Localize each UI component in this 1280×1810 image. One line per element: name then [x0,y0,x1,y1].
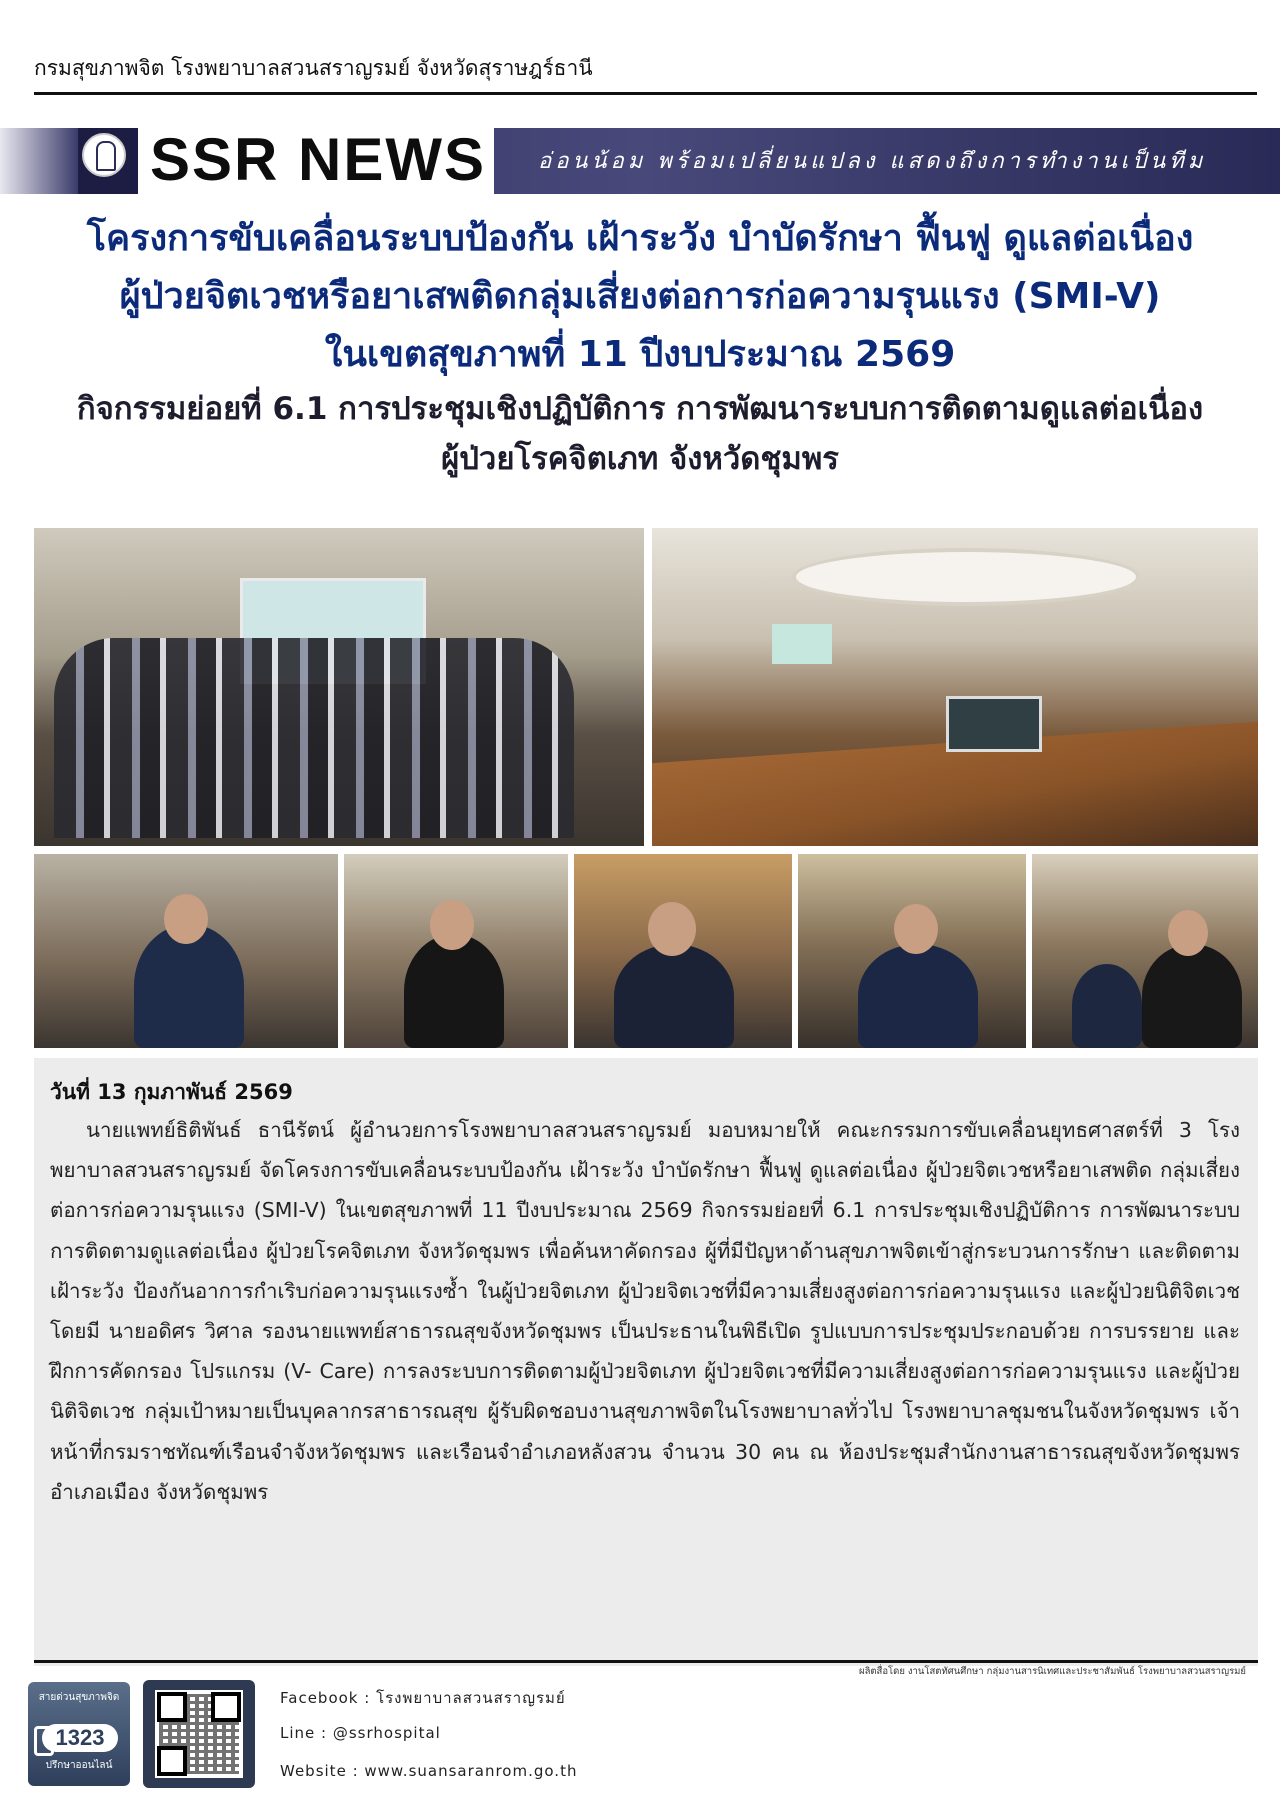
participant [1072,964,1142,1048]
ceiling-light [792,548,1140,606]
photo-speaker-1 [34,854,338,1048]
headline [0,210,1280,484]
line-link[interactable]: Line : @ssrhospital [280,1724,441,1742]
headline-line-2: ผู้ป่วยจิตเวชหรือยาเสพติดกลุ่มเสี่ยงต่อการก่อความรุนแรง (SMI-V) [119,276,1161,317]
headline-line-1: โครงการขับเคลื่อนระบบป้องกัน เฝ้าระวัง บำบัดรักษา ฟื้นฟู ดูแลต่อเนื่อง [86,218,1194,259]
banner-slogan: อ่อนน้อม พร้อมเปลี่ยนแปลง แสดงถึงการทำงานเป็นทีม [538,149,1207,174]
speaker [614,944,734,1048]
organization-name: กรมสุขภาพจิต โรงพยาบาลสวนสราญรมย์ จังหวัดสุราษฎร์ธานี [34,56,593,80]
banner-strip [0,128,78,194]
speaker [858,944,978,1048]
subheadline-line-1: กิจกรรมย่อยที่ 6.1 การประชุมเชิงปฏิบัติการ การพัฒนาระบบการติดตามดูแลต่อเนื่อง [76,391,1204,427]
banner-title: SSR NEWS [150,126,487,193]
qr-corner [157,1692,187,1722]
qr-corner [157,1746,187,1776]
group-of-people [54,638,574,838]
monitor [946,696,1042,752]
headline-line-3: ในเขตสุขภาพที่ 11 ปีงบประมาณ 2569 [324,334,956,375]
speaker-head [430,900,474,950]
photo-participants [1032,854,1258,1048]
article-date: วันที่ 13 กุมภาพันธ์ 2569 [50,1080,293,1104]
hotline-number: 1323 [42,1724,118,1752]
photo-speaker-2 [344,854,568,1048]
photo-group [34,528,644,846]
website-link[interactable]: Website : www.suansaranrom.go.th [280,1762,578,1780]
participant-head [1168,910,1208,956]
hotline-label: สายด่วนสุขภาพจิต [38,1692,120,1703]
qr-code-inner [155,1690,243,1778]
photo-speaker-4 [798,854,1026,1048]
footer-divider [34,1660,1258,1663]
header-divider [34,92,1257,95]
hotline-badge [28,1682,130,1786]
article-body: นายแพทย์ธิติพันธ์ ธานีรัตน์ ผู้อำนวยการโรงพยาบาลสวนสราญรมย์ มอบหมายให้ คณะกรรมการขับเคลื่อนยุทธศาสตร์ที่ 3 โรงพยาบาลสวนสราญรมย์ จัดโครงการขับเคลื่อนระบบป้องกัน เฝ้าระวัง บำบัดรักษา ฟื้นฟู ดูแลต่อเนื่อง ผู้ป่วยจิตเวชหรือยาเสพติด กลุ่มเสี่ยงต่อการก่อความรุนแรง (SMI-V) ในเขตสุขภาพที่ 11 ปีงบประมาณ 2569 กิจกรรมย่อยที่ 6.1 การประชุมเชิงปฏิบัติการ การพัฒนาระบบการติดตามดูแลต่อเนื่อง ผู้ป่วยโรคจิตเภท จังหวัดชุมพร เพื่อค้นหาคัดกรอง ผู้ที่มีปัญหาด้านสุขภาพจิตเข้าสู่กระบวนการรักษา และติดตามเฝ้าระวัง ป้องกันอาการกำเริบก่อความรุนแรงซ้ำ ในผู้ป่วยจิตเภท ผู้ป่วยจิตเวชที่มีความเสี่ยงสูงต่อการก่อความรุนแรง และผู้ป่วยนิติจิตเวช โดยมี นายอดิศร วิศาล รองนายแพทย์สาธารณสุขจังหวัดชุมพร เป็นประธานในพิธีเปิด รูปแบบการประชุมประกอบด้วย การบรรยาย และฝึกการคัดกรอง โปรแกรม (V- Care) การลงระบบการติดตามผู้ป่วยจิตเภท ผู้ป่วยจิตเวชที่มีความเสี่ยงสูงต่อการก่อความรุนแรง และผู้ป่วยนิติจิตเวช กลุ่มเป้าหมายเป็นบุคลากรสาธารณสุข ผู้รับผิดชอบงานสุขภาพจิตในโรงพยาบาลทั่วไป โรงพยาบาลชุมชนในจังหวัดชุมพร เจ้าหน้าที่กรมราชทัณฑ์เรือนจำจังหวัดชุมพร และเรือนจำอำเภอหลังสวน จำนวน 30 คน ณ ห้องประชุมสำนักงานสาธารณสุขจังหวัดชุมพร อำเภอเมือง จังหวัดชุมพร [50,1118,1240,1504]
speaker-head [648,902,696,956]
speaker-head [894,904,938,954]
meeting-screen [772,624,832,664]
participant [1142,944,1242,1048]
qr-corner [211,1692,241,1722]
speaker [404,934,504,1048]
hospital-logo-icon [82,133,126,177]
footer-credit: ผลิตสื่อโดย งานโสตทัศนศึกษา กลุ่มงานสารนิเทศและประชาสัมพันธ์ โรงพยาบาลสวนสราญรมย์ [859,1666,1246,1677]
qr-code [143,1680,255,1788]
photo-speaker-3 [574,854,792,1048]
speaker-head [164,894,208,944]
photo-meeting-room [652,528,1258,846]
subheadline-line-2: ผู้ป่วยโรคจิตเภท จังหวัดชุมพร [441,441,839,477]
facebook-link[interactable]: Facebook : โรงพยาบาลสวนสราญรมย์ [280,1689,566,1707]
hotline-sub: ปรึกษาออนไลน์ [45,1760,113,1771]
